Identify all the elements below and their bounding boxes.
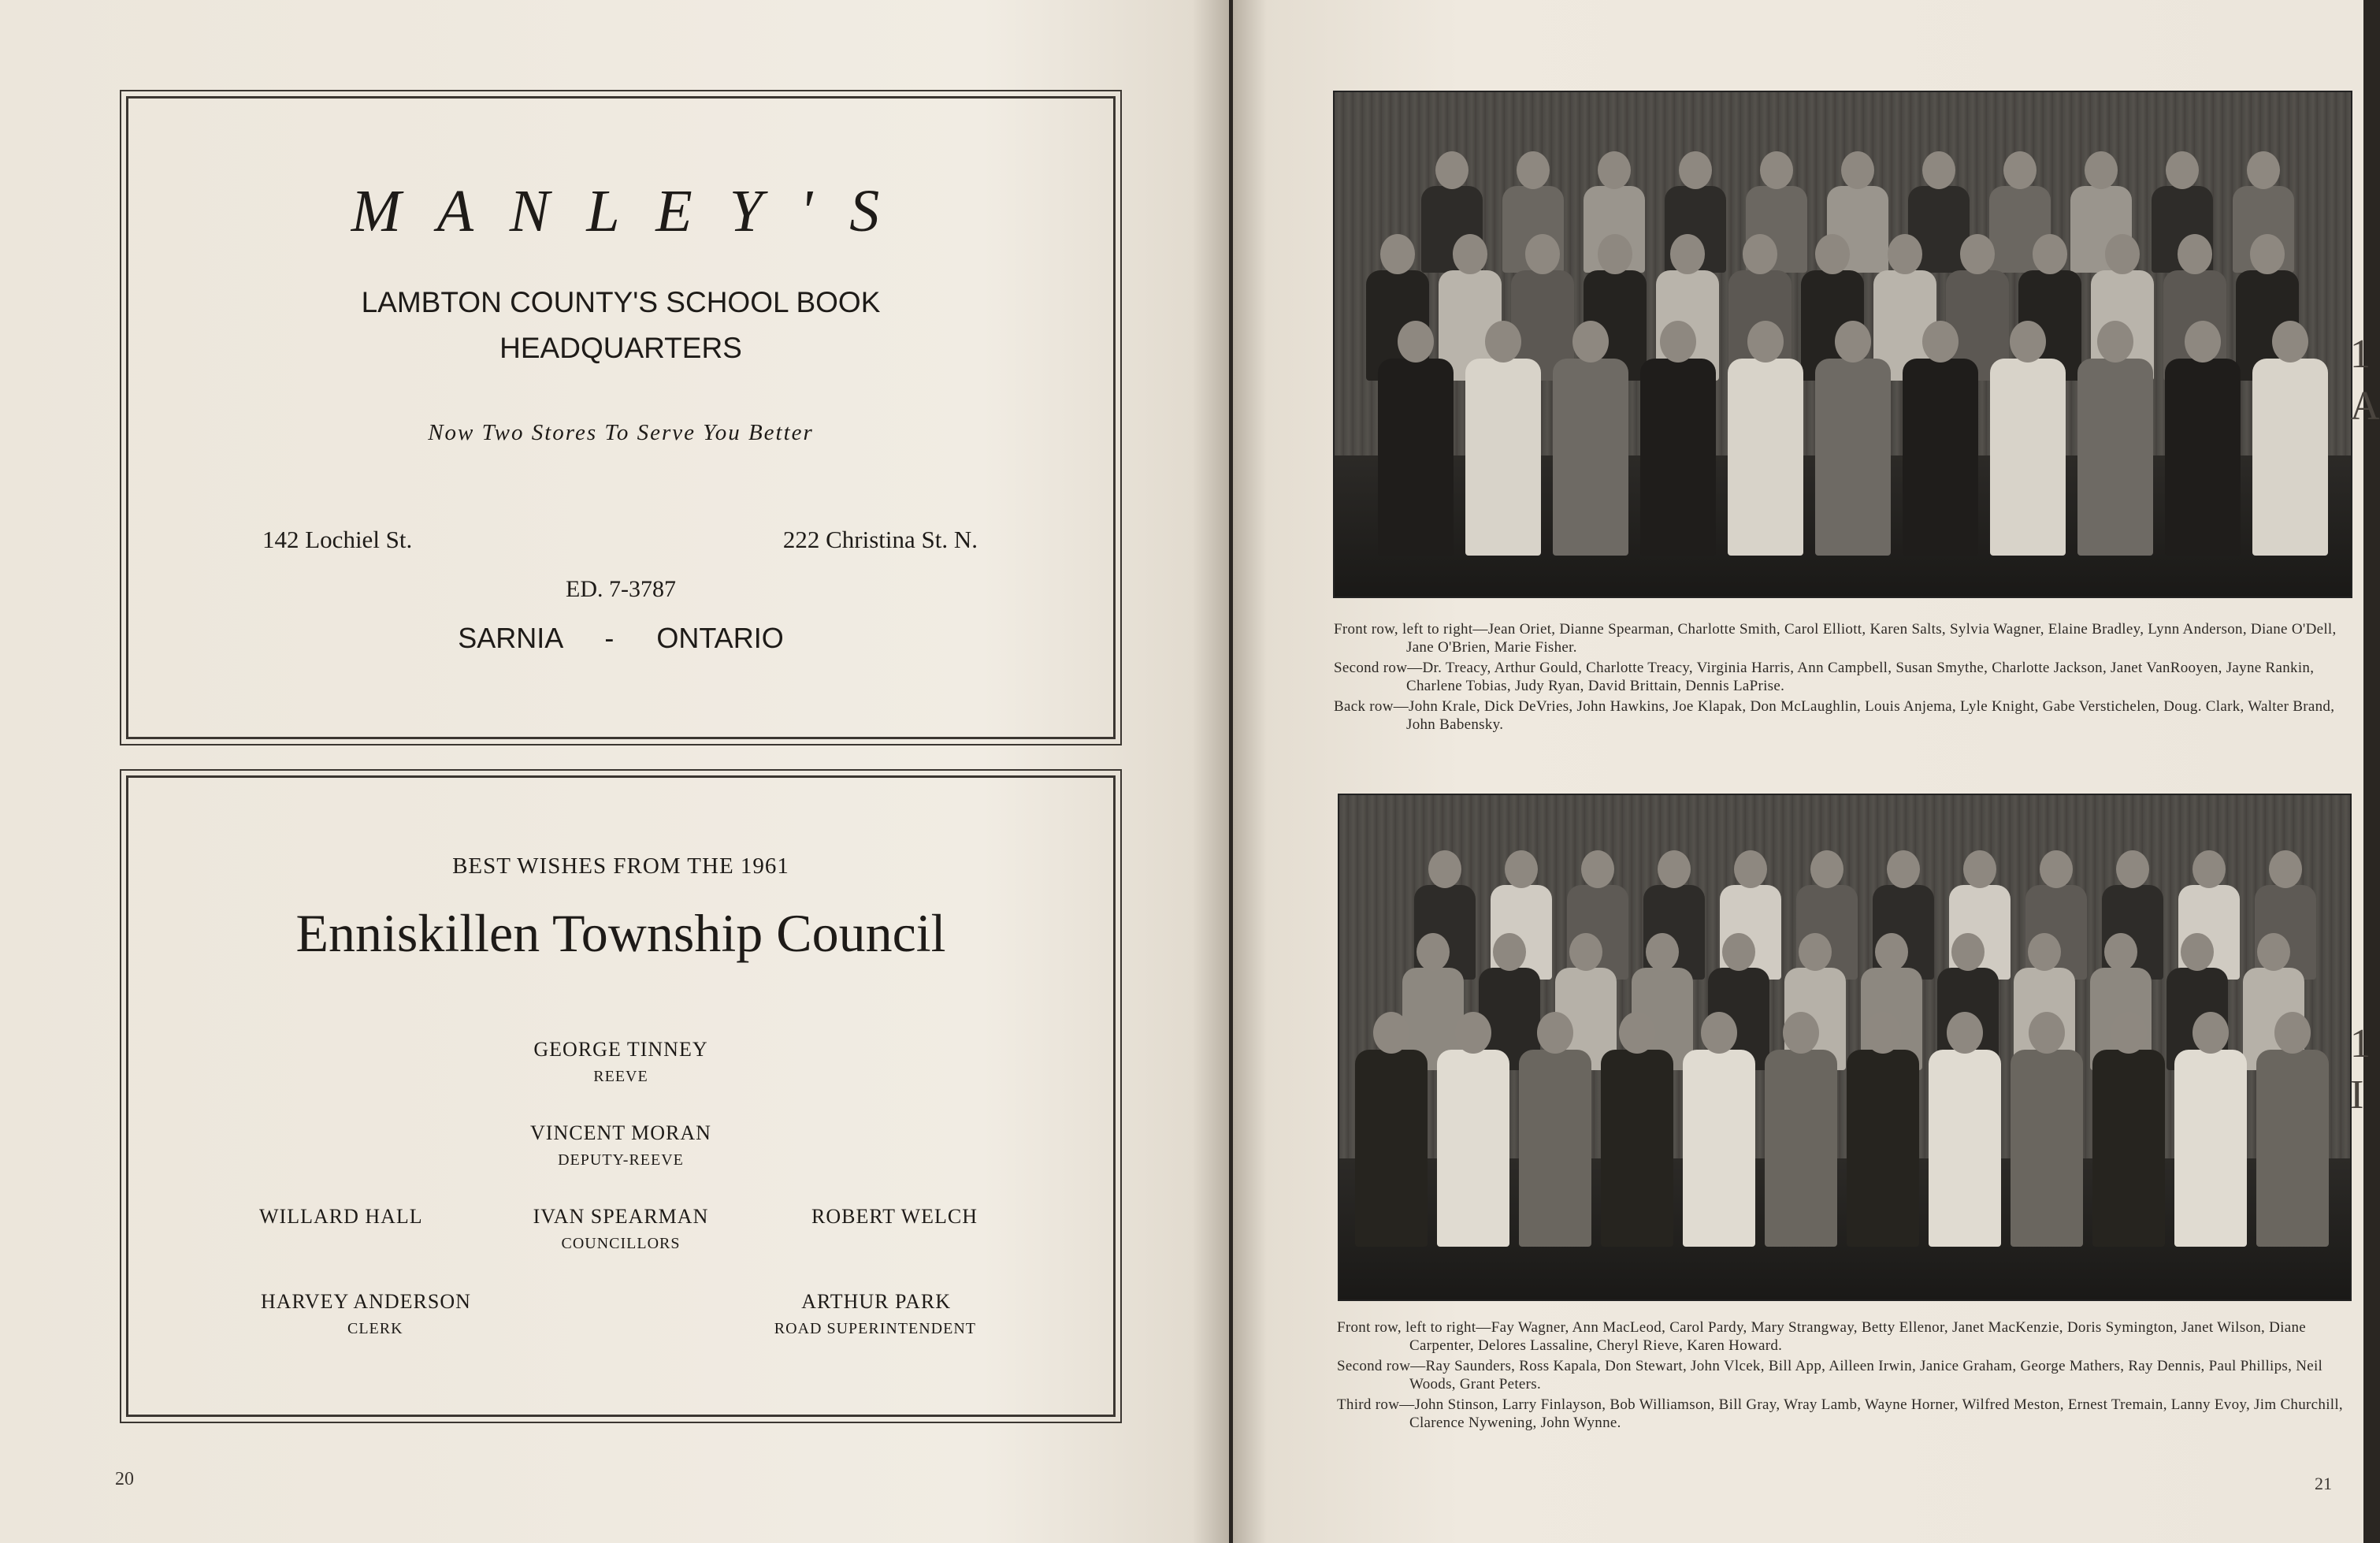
photo-figure-head [1569,933,1602,971]
photo-figure-body [1990,359,2066,556]
photo-figure-head [2010,321,2046,363]
photo-figure-head [1810,850,1843,888]
edge-mark: 1 [2350,1021,2371,1066]
photo-top-caption [1334,620,2354,736]
photo-figure-body [1355,1050,1428,1247]
manleys-slogan: Now Two Stores To Serve You Better [428,420,814,445]
reeve-name: GEORGE TINNEY [533,1038,708,1061]
deputy-reeve-name: VINCENT MORAN [530,1121,711,1144]
photo-figure-body [1903,359,1978,556]
reeve-title: REEVE [593,1068,648,1085]
manleys-name: M A N L E Y ' S [351,178,891,244]
photo-figure-head [1505,850,1538,888]
photo-figure-head [1875,933,1908,971]
photo-figure-body [1847,1050,1919,1247]
councillors-title: COUNCILLORS [561,1235,681,1252]
road-superintendent-title: ROAD SUPERINTENDENT [774,1320,976,1337]
manleys-city: SARNIA [458,622,563,654]
council-title: Enniskillen Township Council [295,903,946,963]
manleys-city-line [128,622,1113,655]
photo-figure-head [2116,850,2149,888]
caption-front-row: Front row, left to right—Fay Wagner, Ann MacLeod, Carol Pardy, Mary Strangway, Betty Ellenor, Janet MacKenzie, Doris Symington, Janet Wilson, Diane Carpenter, Delores Lassaline, Cheryl Rieve, Karen Howard. [1337,1319,2307,1354]
photo-figure-head [2029,1012,2065,1054]
photo-figure-body [1437,1050,1509,1247]
photo-figure-head [2166,151,2199,189]
councillor-right: ROBERT WELCH [811,1205,978,1228]
photo-figure-head [1760,151,1793,189]
photo-figure-head [2192,1012,2229,1054]
photo-figure-head [2178,234,2212,274]
photo-figure-body [1640,359,1716,556]
clerk-name: HARVEY ANDERSON [261,1290,471,1313]
photo-figure-head [1537,1012,1573,1054]
edge-mark: A [2350,384,2380,429]
photo-figure-body [1465,359,1541,556]
manleys-tagline-line1: LAMBTON COUNTY'S SCHOOL BOOK [361,286,881,318]
photo-figure-head [1485,321,1521,363]
photo-figure-head [1963,850,1996,888]
photo-figure-head [2185,321,2221,363]
photo-figure-head [2085,151,2118,189]
caption-back-row: Back row—John Krale, Dick DeVries, John Hawkins, Joe Klapak, Don McLaughlin, Louis Anjema, Lyle Knight, Gabe Verstichelen, Doug. Clark, Walter Brand, John Babensky. [1334,698,2335,733]
photo-figure-head [1598,234,1632,274]
councillor-center: IVAN SPEARMAN [533,1205,709,1228]
photo-figure-head [2269,850,2302,888]
photo-figure-body [2092,1050,2165,1247]
photo-figure-head [2003,151,2037,189]
right-page [1233,0,2380,1543]
photo-figure-body [2165,359,2241,556]
photo-figure-head [2111,1012,2147,1054]
photo-figure-head [1679,151,1712,189]
photo-figure-head [1887,850,1920,888]
photo-figure-head [1799,933,1832,971]
photo-figure-head [1398,321,1434,363]
caption-front-row: Front row, left to right—Jean Oriet, Dianne Spearman, Charlotte Smith, Carol Elliott, Karen Salts, Sylvia Wagner, Elaine Bradley, Lynn Anderson, Diane O'Dell, Jane O'Brien, Marie Fisher. [1334,621,2337,656]
photo-figure-head [1701,1012,1737,1054]
manleys-province: ONTARIO [656,622,784,654]
photo-figure-head [2097,321,2133,363]
photo-figure-body [2174,1050,2247,1247]
photo-figure-body [1728,359,1803,556]
photo-figure-body [1553,359,1628,556]
edge-mark: I [2350,1073,2364,1117]
photo-figure-body [1519,1050,1591,1247]
photo-figure-head [2105,234,2140,274]
road-superintendent-name: ARTHUR PARK [801,1290,951,1313]
photo-figure-head [1951,933,1985,971]
photo-figure-head [1947,1012,1983,1054]
photo-figure-body [2077,359,2153,556]
photo-figure-head [2033,234,2067,274]
photo-figure-head [2257,933,2290,971]
photo-figure-head [2104,933,2137,971]
page-number-right: 21 [2315,1474,2332,1493]
photo-figure-head [1517,151,1550,189]
photo-figure-body [1601,1050,1673,1247]
photo-figure-head [1493,933,1526,971]
photo-figure-head [1841,151,1874,189]
class-photo-bottom [1338,794,2352,1301]
manleys-address-left: 142 Lochiel St. [262,526,413,553]
deputy-reeve-title: DEPUTY-REEVE [558,1151,684,1169]
township-council-advertisement [126,775,1116,1417]
photo-figure-head [1572,321,1609,363]
manleys-city-separator: - [604,622,614,654]
manleys-address-right: 222 Christina St. N. [782,526,978,553]
photo-figure-head [1888,234,1922,274]
photo-figure-body [1929,1050,2001,1247]
photo-figure-body [2011,1050,2083,1247]
manleys-tagline-line2: HEADQUARTERS [499,332,742,364]
manleys-phone: ED. 7-3787 [566,576,676,602]
photo-figure-head [2274,1012,2311,1054]
photo-figure-head [2040,850,2073,888]
photo-figure-head [1525,234,1560,274]
photo-figure-head [1747,321,1784,363]
photo-figure-head [2028,933,2061,971]
councillor-left: WILLARD HALL [259,1205,423,1228]
photo-figure-head [1865,1012,1901,1054]
photo-bottom-caption [1337,1318,2357,1434]
photo-figure-head [2247,151,2280,189]
photo-figure-body [1683,1050,1755,1247]
photo-figure-head [1455,1012,1491,1054]
photo-figure-body [2256,1050,2329,1247]
photo-figure-head [1428,850,1461,888]
photo-figure-head [1743,234,1777,274]
photo-figure-body [2252,359,2328,556]
photo-figure-head [1783,1012,1819,1054]
photo-figure-head [2181,933,2214,971]
council-greeting: BEST WISHES FROM THE 1961 [452,853,789,879]
photo-figure-body [1765,1050,1837,1247]
photo-figure-head [1835,321,1871,363]
page-number-left: 20 [115,1469,134,1489]
photo-figure-head [1960,234,1995,274]
photo-figure-head [1660,321,1696,363]
photo-figure-head [1581,850,1614,888]
photo-figure-body [1378,359,1454,556]
photo-figure-head [1619,1012,1655,1054]
photo-figure-head [1453,234,1487,274]
photo-figure-head [1922,321,1959,363]
photo-figure-head [1658,850,1691,888]
photo-figure-head [1922,151,1955,189]
class-photo-top [1333,91,2352,598]
photo-figure-head [1646,933,1679,971]
photo-figure-head [1598,151,1631,189]
manleys-advertisement [126,96,1116,739]
caption-second-row: Second row—Dr. Treacy, Arthur Gould, Charlotte Treacy, Virginia Harris, Ann Campbell, Susan Smythe, Charlotte Jackson, Janet VanRooyen, Jayne Rankin, Charlene Tobias, Judy Ryan, David Brittain, Dennis LaPrise. [1334,660,2315,694]
photo-figure-head [1416,933,1450,971]
photo-figure-body [1815,359,1891,556]
edge-mark: 1 [2350,332,2371,377]
photo-figure-head [1670,234,1705,274]
photo-figure-head [1815,234,1850,274]
caption-second-row: Second row—Ray Saunders, Ross Kapala, Don Stewart, John Vlcek, Bill App, Ailleen Irwin, Janice Graham, George Mathers, Ray Dennis, Paul Phillips, Neil Woods, Grant Peters. [1337,1358,2323,1392]
photo-figure-head [2250,234,2285,274]
photo-figure-head [1380,234,1415,274]
photo-figure-head [1722,933,1755,971]
photo-figure-head [1734,850,1767,888]
photo-figure-head [1435,151,1468,189]
photo-figure-head [2192,850,2226,888]
clerk-title: CLERK [347,1320,403,1337]
caption-third-row: Third row—John Stinson, Larry Finlayson, Bob Williamson, Bill Gray, Wray Lamb, Wayne Horner, Wilfred Meston, Ernest Tremain, Lanny Evoy, Jim Churchill, Clarence Nywening, John Wynne. [1337,1396,2343,1431]
photo-figure-head [1373,1012,1409,1054]
photo-figure-head [2272,321,2308,363]
